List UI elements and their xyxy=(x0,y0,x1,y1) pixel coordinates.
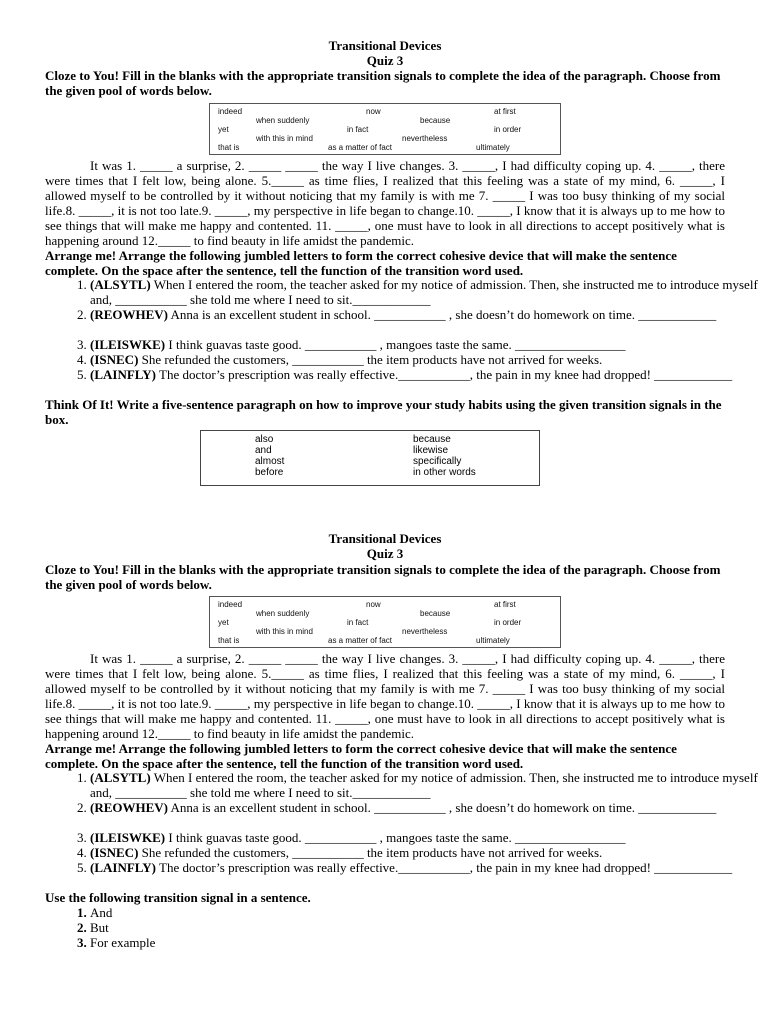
transition-word: likewise xyxy=(413,445,449,456)
pool-word: nevertheless xyxy=(402,134,448,143)
quiz1-arrange-instructions: Arrange me! Arrange the following jumbled letters to form the correct cohesive device that will make the sentence complete. On the space after the sentence, tell the function of the transition word used. xyxy=(45,248,677,278)
pool-word: yet xyxy=(218,618,229,627)
quiz2-use-list xyxy=(45,905,768,950)
pool-word: as a matter of fact xyxy=(328,636,393,645)
pool-word: nevertheless xyxy=(402,627,448,636)
transition-word: because xyxy=(413,434,451,445)
jumbled-word: (ALSYTL) xyxy=(90,277,151,292)
item-text: Anna is an excellent student in school. ___________ , she doesn’t do homework on time. ____________ xyxy=(168,307,717,322)
quiz2-word-pool-box xyxy=(209,596,561,648)
transition-word: in other words xyxy=(413,467,476,478)
pool-word: indeed xyxy=(218,107,243,116)
jumbled-word: (LAINFLY) xyxy=(90,860,156,875)
pool-word: ultimately xyxy=(476,143,510,152)
pool-word: with this in mind xyxy=(256,627,313,636)
list-item xyxy=(90,800,768,830)
pool-word: in order xyxy=(494,125,522,134)
list-item xyxy=(90,352,768,367)
item-text: She refunded the customers, ___________ the item products have not arrived for weeks. xyxy=(138,845,603,860)
transition-word: before xyxy=(255,467,284,478)
jumbled-word: (ALSYTL) xyxy=(90,770,151,785)
transition-word: almost xyxy=(255,456,285,467)
list-item xyxy=(90,367,768,382)
list-item xyxy=(90,277,768,307)
pool-word: at first xyxy=(494,107,516,116)
quiz1-think-instructions: Think Of It! Write a five-sentence paragraph on how to improve your study habits using the given transition signals in the box. xyxy=(45,397,722,427)
quiz1-arrange-list xyxy=(45,277,768,382)
transition-word: also xyxy=(255,434,274,445)
jumbled-word: (ILEISWKE) xyxy=(90,830,166,845)
list-item xyxy=(90,845,768,860)
pool-word: indeed xyxy=(218,600,243,609)
item-text: Anna is an excellent student in school. ___________ , she doesn’t do homework on time. ____________ xyxy=(168,800,717,815)
pool-word: yet xyxy=(218,125,229,134)
quiz1-cloze-paragraph: It was 1. _____ a surprise, 2. _____ _____ the way I live changes. 3. _____, I had difficulty coping up. 4. _____, there were times that I felt low, being alone. 5._____ as time flies, I realized that this feeling was a state of my mind, 6. _____, I allowed myself to be controlled by it without noticing that my family is with me 7. _____ I was too busy thinking of my social life.8. _____, it is not too late.9. _____, my perspective in life began to change.10. _____, I know that it is always up to me how to see things that will make me happy and contented. 11. _____, one must have to look in all directions to accept positively what is happening around 12._____ to find beauty in life amidst the pandemic. xyxy=(45,158,725,248)
jumbled-word: (REOWHEV) xyxy=(90,800,168,815)
jumbled-word: (REOWHEV) xyxy=(90,307,168,322)
item-text: I think guavas taste good. ___________ , mangoes taste the same. _________________ xyxy=(165,830,626,845)
quiz1-title: Transitional Devices xyxy=(328,38,442,53)
list-item xyxy=(90,337,768,352)
pool-word: ultimately xyxy=(476,636,510,645)
quiz1-subtitle: Quiz 3 xyxy=(366,53,404,68)
pool-word: when suddenly xyxy=(256,609,310,618)
quiz2-title: Transitional Devices xyxy=(328,531,442,546)
list-item xyxy=(90,307,768,337)
item-text: The doctor’s prescription was really effective.___________, the pain in my knee had dropped! ____________ xyxy=(155,367,733,382)
list-item: 2. But xyxy=(90,920,768,935)
pool-word: at first xyxy=(494,600,516,609)
transition-word: specifically xyxy=(413,456,462,467)
pool-word: now xyxy=(366,600,381,609)
jumbled-word: (ISNEC) xyxy=(90,845,139,860)
list-item: 1. And xyxy=(90,905,768,920)
pool-word: in fact xyxy=(347,618,369,627)
transition-word: and xyxy=(255,445,272,456)
pool-word: with this in mind xyxy=(256,134,313,143)
quiz2-arrange-list xyxy=(45,770,768,875)
list-item xyxy=(90,770,768,800)
quiz2-cloze-instructions: Cloze to You! Fill in the blanks with the appropriate transition signals to complete the idea of the paragraph. Choose from the given pool of words below. xyxy=(45,562,721,592)
item-text: When I entered the room, the teacher asked for my notice of admission. Then, she instructed me to introduce myself and, ___________ she told me where I need to sit.____________ xyxy=(90,277,758,307)
pool-word: as a matter of fact xyxy=(328,143,393,152)
quiz2-arrange-instructions: Arrange me! Arrange the following jumbled letters to form the correct cohesive device that will make the sentence complete. On the space after the sentence, tell the function of the transition word used. xyxy=(45,741,677,771)
pool-word: because xyxy=(420,116,451,125)
quiz2-use-instructions: Use the following transition signal in a sentence. xyxy=(45,890,311,905)
quiz1-transition-box xyxy=(200,430,540,486)
pool-word: that is xyxy=(218,143,240,152)
pool-word: when suddenly xyxy=(256,116,310,125)
item-text: The doctor’s prescription was really effective.___________, the pain in my knee had dropped! ____________ xyxy=(155,860,733,875)
list-item xyxy=(90,830,768,845)
item-text: When I entered the room, the teacher asked for my notice of admission. Then, she instructed me to introduce myself and, ___________ she told me where I need to sit.____________ xyxy=(90,770,758,800)
pool-word: that is xyxy=(218,636,240,645)
jumbled-word: (LAINFLY) xyxy=(90,367,156,382)
quiz1-word-pool-box xyxy=(209,103,561,155)
pool-word: because xyxy=(420,609,451,618)
pool-word: in fact xyxy=(347,125,369,134)
item-text: I think guavas taste good. ___________ , mangoes taste the same. _________________ xyxy=(165,337,626,352)
item-text: She refunded the customers, ___________ the item products have not arrived for weeks. xyxy=(138,352,603,367)
pool-word: in order xyxy=(494,618,522,627)
quiz2-cloze-paragraph: It was 1. _____ a surprise, 2. _____ _____ the way I live changes. 3. _____, I had difficulty coping up. 4. _____, there were times that I felt low, being alone. 5._____ as time flies, I realized that this feeling was a state of my mind, 6. _____, I allowed myself to be controlled by it without noticing that my family is with me 7. _____ I was too busy thinking of my social life.8. _____, it is not too late.9. _____, my perspective in life began to change.10. _____, I know that it is always up to me how to see things that will make me happy and contented. 11. _____, one must have to look in all directions to accept positively what is happening around 12._____ to find beauty in life amidst the pandemic. xyxy=(45,651,725,741)
pool-word: now xyxy=(366,107,381,116)
jumbled-word: (ISNEC) xyxy=(90,352,139,367)
jumbled-word: (ILEISWKE) xyxy=(90,337,166,352)
quiz1-cloze-instructions: Cloze to You! Fill in the blanks with the appropriate transition signals to complete the idea of the paragraph. Choose from the given pool of words below. xyxy=(45,68,721,98)
quiz2-subtitle: Quiz 3 xyxy=(366,546,404,561)
list-item: 3. For example xyxy=(90,935,768,950)
list-item xyxy=(90,860,768,875)
